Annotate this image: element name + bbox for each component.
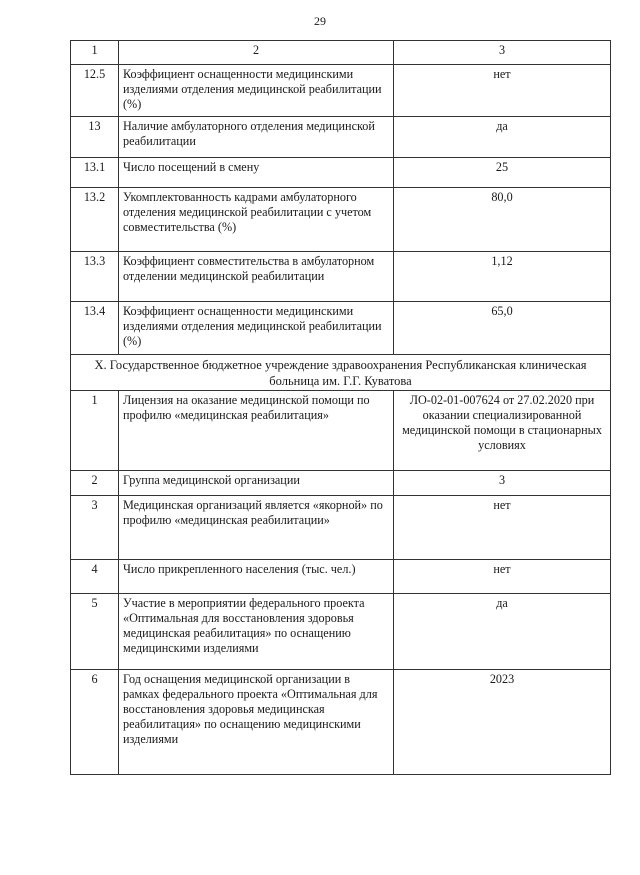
table-row [71, 65, 611, 117]
row-number: 1 [71, 391, 119, 471]
table-header-row [71, 41, 611, 65]
data-table [70, 40, 611, 775]
row-description: Лицензия на оказание медицинской помощи по профилю «медицинская реабилитация» [119, 391, 394, 471]
row-number: 12.5 [71, 65, 119, 117]
row-description: Год оснащения медицинской организации в рамках федерального проекта «Оптимальная для восстановления здоровья медицинская реабилитация» по оснащению медицинскими изделиями [119, 670, 394, 775]
row-value: нет [394, 65, 611, 117]
table-row [71, 158, 611, 188]
table-row [71, 302, 611, 355]
page-number: 29 [314, 14, 326, 28]
section-title: X. Государственное бюджетное учреждение здравоохранения Республиканская клиническая больница им. Г.Г. Куватова [71, 355, 611, 391]
row-description: Медицинская организаций является «якорной» по профилю «медицинская реабилитации» [119, 496, 394, 560]
row-value: 25 [394, 158, 611, 188]
row-number: 4 [71, 560, 119, 594]
table-row [71, 252, 611, 302]
row-value: 80,0 [394, 188, 611, 252]
row-value: 65,0 [394, 302, 611, 355]
row-description: Коэффициент оснащенности медицинскими изделиями отделения медицинской реабилитации (%) [119, 65, 394, 117]
table-row [71, 594, 611, 670]
row-number: 6 [71, 670, 119, 775]
row-number: 13 [71, 117, 119, 158]
row-number: 3 [71, 496, 119, 560]
table-row [71, 391, 611, 471]
section-row [71, 355, 611, 391]
table-row [71, 188, 611, 252]
row-description: Число посещений в смену [119, 158, 394, 188]
table-row [71, 560, 611, 594]
row-description: Укомплектованность кадрами амбулаторного отделения медицинской реабилитации с учетом совместительства (%) [119, 188, 394, 252]
row-number: 2 [71, 471, 119, 496]
row-number: 13.4 [71, 302, 119, 355]
row-description: Коэффициент оснащенности медицинскими изделиями отделения медицинской реабилитации (%) [119, 302, 394, 355]
table-row [71, 117, 611, 158]
row-value: да [394, 117, 611, 158]
row-description: Коэффициент совместительства в амбулаторном отделении медицинской реабилитации [119, 252, 394, 302]
row-value: нет [394, 560, 611, 594]
row-value: ЛО-02-01-007624 от 27.02.2020 при оказании специализированной медицинской помощи в стационарных условиях [394, 391, 611, 471]
row-value: 3 [394, 471, 611, 496]
header-col-2: 2 [119, 41, 394, 65]
row-number: 13.1 [71, 158, 119, 188]
table-row [71, 496, 611, 560]
table-row [71, 670, 611, 775]
row-value: 1,12 [394, 252, 611, 302]
row-number: 13.3 [71, 252, 119, 302]
row-value: нет [394, 496, 611, 560]
row-number: 13.2 [71, 188, 119, 252]
row-description: Группа медицинской организации [119, 471, 394, 496]
row-value: да [394, 594, 611, 670]
header-col-1: 1 [71, 41, 119, 65]
table-row [71, 471, 611, 496]
row-description: Число прикрепленного населения (тыс. чел.) [119, 560, 394, 594]
row-description: Участие в мероприятии федерального проекта «Оптимальная для восстановления здоровья медицинская реабилитация» по оснащению медицинскими изделиями [119, 594, 394, 670]
row-value: 2023 [394, 670, 611, 775]
row-number: 5 [71, 594, 119, 670]
header-col-3: 3 [394, 41, 611, 65]
row-description: Наличие амбулаторного отделения медицинской реабилитации [119, 117, 394, 158]
